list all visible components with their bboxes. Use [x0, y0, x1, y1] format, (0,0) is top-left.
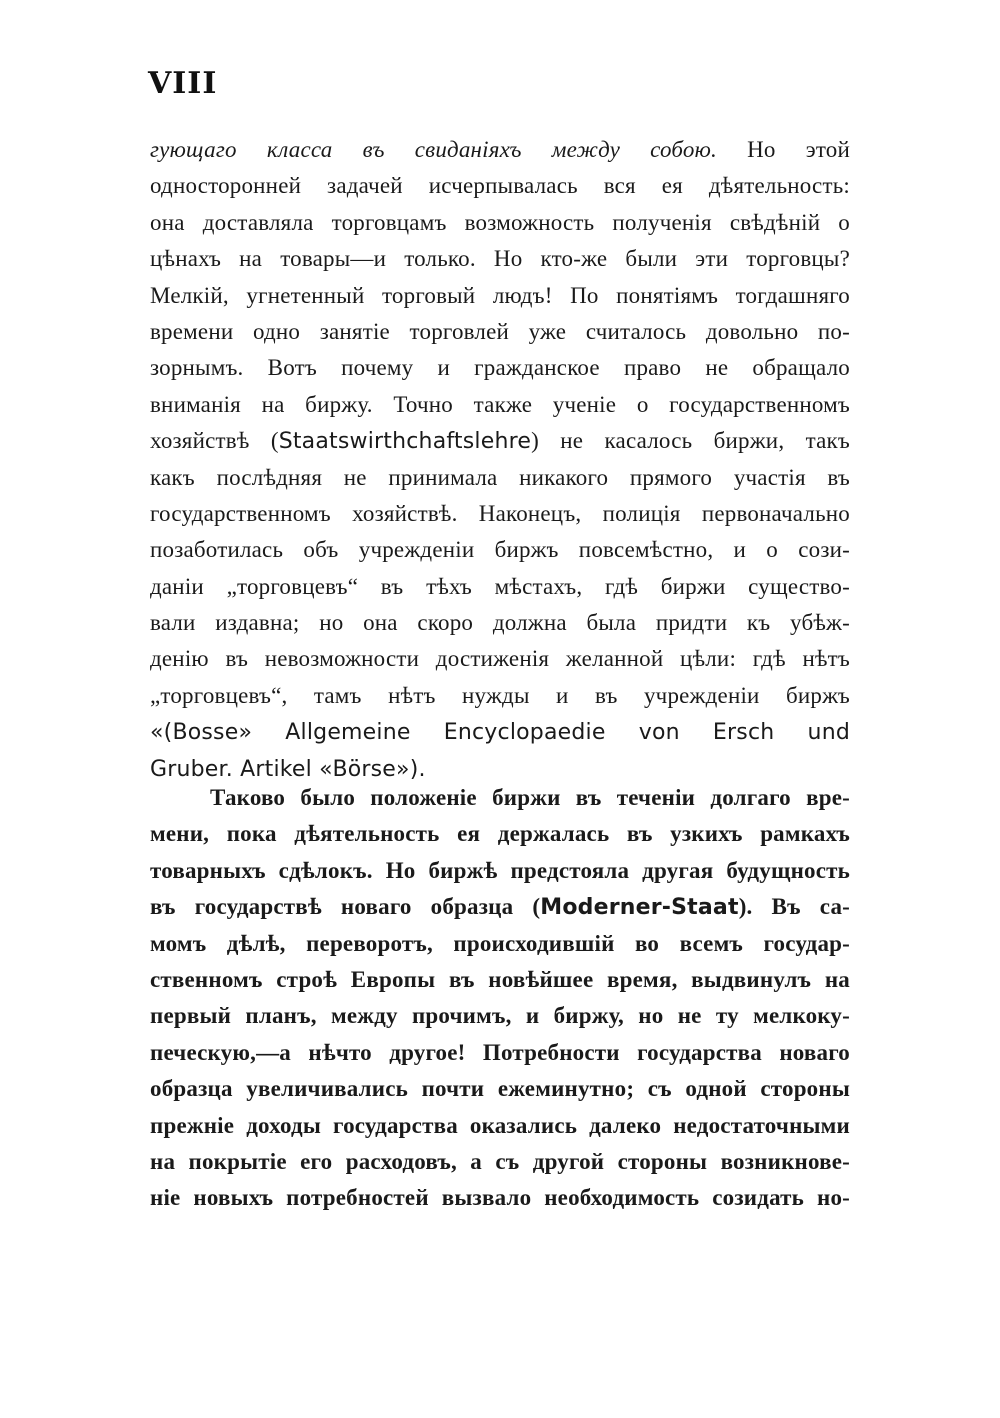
- citation-latin: Gruber. Artikel «Börse»).: [150, 756, 426, 782]
- line-continuation: Но этой: [716, 137, 850, 162]
- text-line: цѣнахъ на товары—и только. Но кто-же были эти торговцы?: [150, 246, 850, 272]
- paragraph-1: [150, 132, 850, 787]
- text-fragment: ). Въ са-: [738, 894, 850, 920]
- text-line: времени одно занятіе торговлей уже считалось довольно по-: [150, 318, 850, 344]
- text-fragment: ) не касалось биржи, такъ: [531, 428, 850, 454]
- text-line: [150, 132, 850, 168]
- text-line: какъ послѣдняя не принимала никакого прямого участія въ: [150, 464, 850, 490]
- text-fragment: въ государствѣ новаго образца (: [150, 894, 541, 920]
- text-line: односторонней задачей исчерпывалась вся ея дѣятельность:: [150, 173, 850, 199]
- text-line: образца увеличивались почти ежеминутно; съ одной стороны: [150, 1076, 850, 1102]
- text-line: прежніе доходы государства оказались далеко недостаточными: [150, 1112, 850, 1138]
- text-line: [150, 423, 850, 459]
- text-line: вали издавна; но она скоро должна была придти къ убѣж-: [150, 610, 850, 636]
- text-line: на покрытіе его расходовъ, а съ другой стороны возникнове-: [150, 1148, 850, 1174]
- text-line: ственномъ строѣ Европы въ новѣйшее время, выдвинулъ на: [150, 966, 850, 992]
- text-line: „торговцевъ“, тамъ нѣтъ нужды и въ учрежденіи биржъ: [150, 682, 850, 708]
- text-line: позаботилась объ учрежденіи биржъ повсемѣстно, и о сози-: [150, 537, 850, 563]
- text-line: ніе новыхъ потребностей вызвало необходимость созидать но-: [150, 1185, 850, 1211]
- text-line: печескую,—а нѣчто другое! Потребности государства новаго: [150, 1039, 850, 1065]
- text-line: она доставляла торговцамъ возможность полученія свѣдѣній о: [150, 209, 850, 235]
- text-line: мени, пока дѣятельность ея держалась въ узкихъ рамкахъ: [150, 821, 850, 847]
- page-number: VIII: [148, 66, 218, 101]
- text-line: зорнымъ. Вотъ почему и гражданское право не обращало: [150, 355, 850, 381]
- text-line: даніи „торговцевъ“ въ тѣхъ мѣстахъ, гдѣ биржи существо-: [150, 573, 850, 599]
- text-line: первый планъ, между прочимъ, и биржу, но не ту мелкоку-: [150, 1003, 850, 1029]
- text-line: [150, 889, 850, 925]
- text-line: государственномъ хозяйствѣ. Наконецъ, полиція первоначально: [150, 500, 850, 526]
- text-line: Таково было положеніе биржи въ теченіи долгаго вре-: [210, 785, 850, 810]
- text-line: товарныхъ сдѣлокъ. Но биржѣ предстояла другая будущность: [150, 857, 850, 883]
- italic-phrase: гующаго класса въ свиданіяхъ между собою.: [150, 137, 717, 162]
- latin-term: Staatswirthchaftslehre: [278, 429, 532, 455]
- latin-term: Moderner-Staat: [540, 895, 739, 921]
- text-line: [150, 714, 850, 750]
- text-fragment: хозяйствѣ (: [150, 428, 279, 454]
- text-line: денію въ невозможности достиженія желанной цѣли: гдѣ нѣтъ: [150, 646, 850, 672]
- paragraph-2: [150, 780, 850, 1217]
- citation-latin: «(Bosse» Allgemeine Encyclopaedie von Ersch und: [150, 720, 850, 746]
- text-line: момъ дѣлѣ, переворотъ, происходившій во всемъ государ-: [150, 930, 850, 956]
- text-line: вниманія на биржу. Точно также ученіе о государственномъ: [150, 391, 850, 417]
- text-line: Мелкій, угнетенный торговый людъ! По понятіямъ тогдашняго: [150, 282, 850, 308]
